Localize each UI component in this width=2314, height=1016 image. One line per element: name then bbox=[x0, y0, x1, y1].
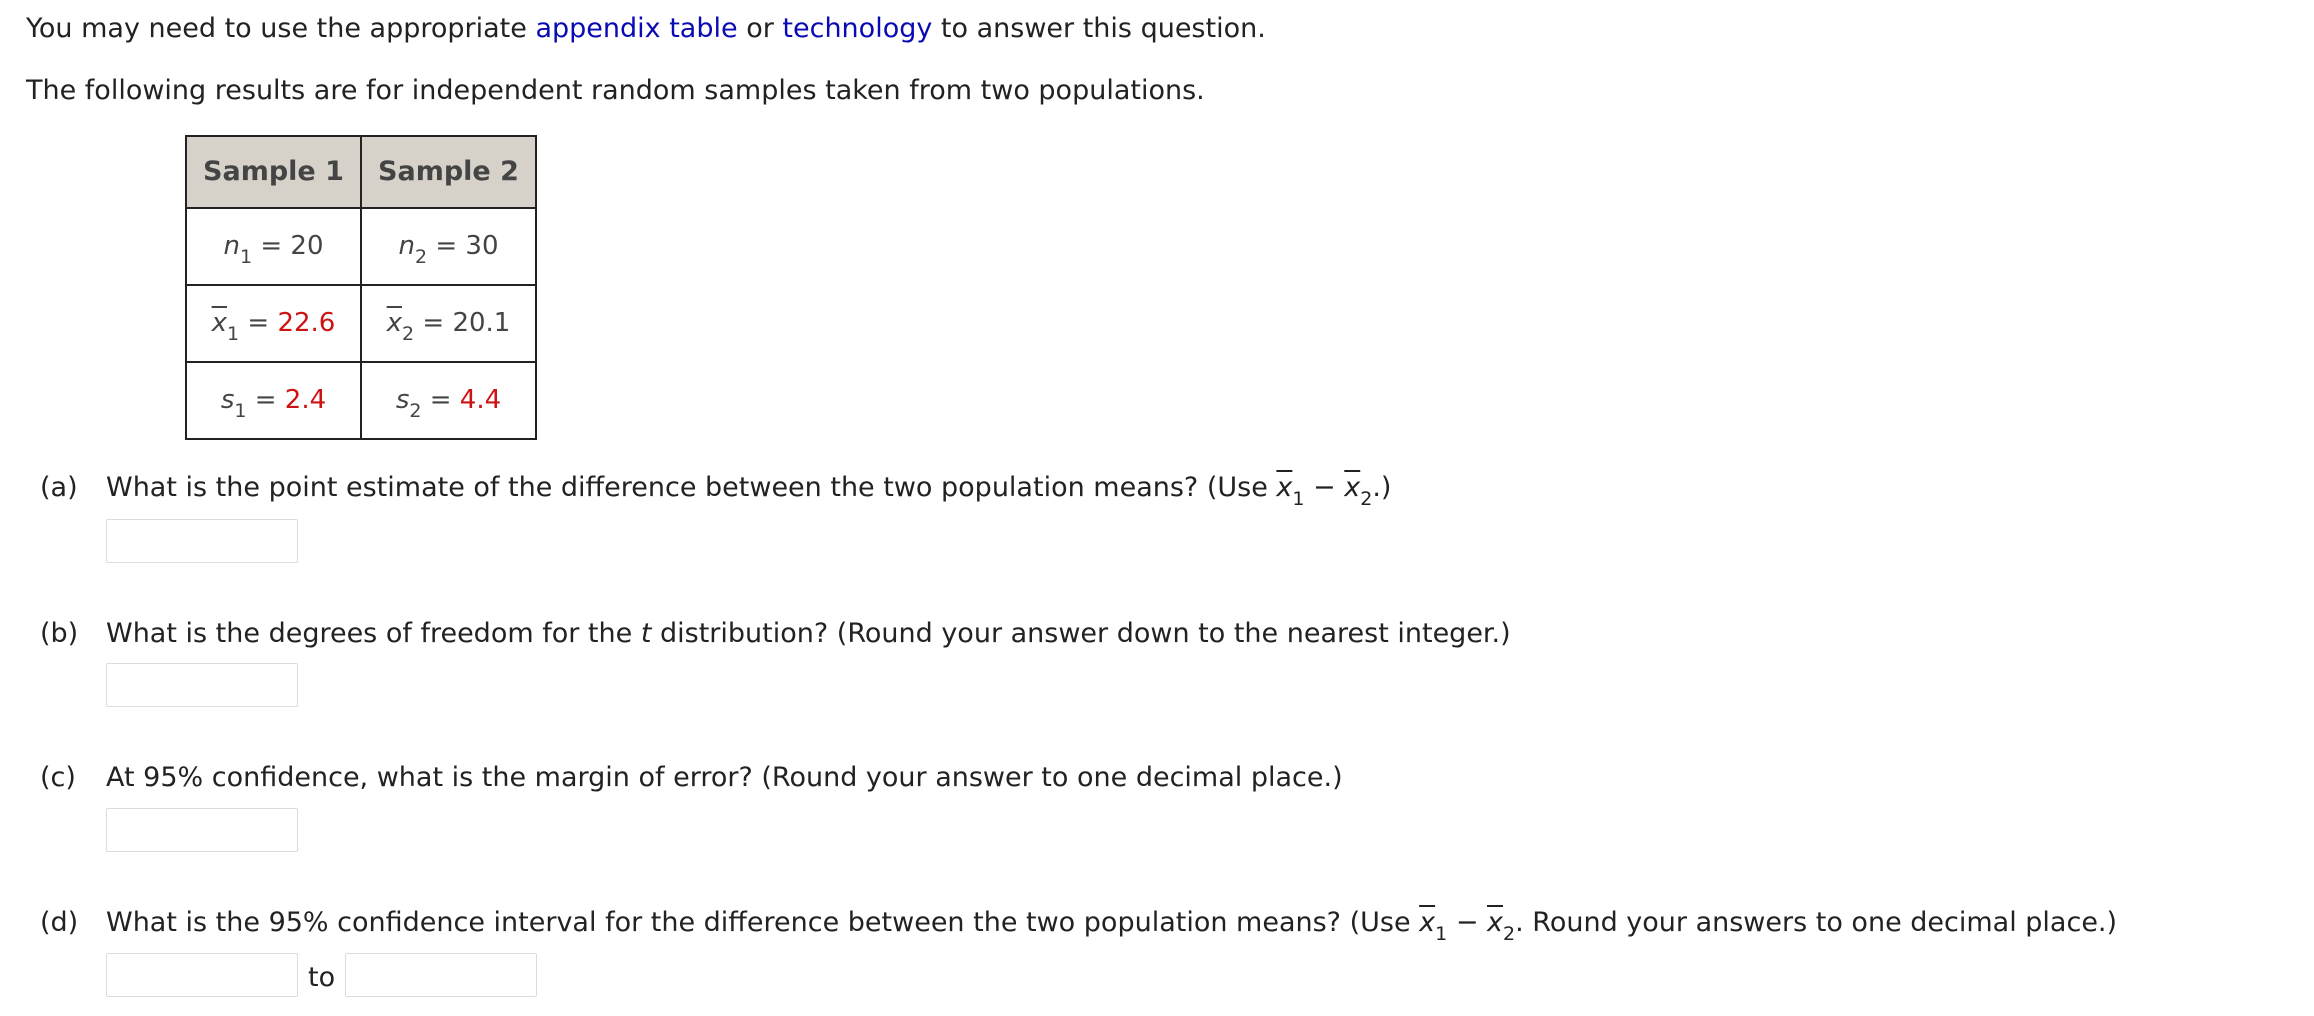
question-a-text: What is the point estimate of the difference between the two population means? (Use bbox=[106, 472, 1277, 503]
sample-1-header: Sample 1 bbox=[186, 136, 361, 208]
s1-equals: = bbox=[246, 385, 285, 416]
intro-prefix: You may need to use the appropriate bbox=[26, 13, 536, 44]
xbar2-equals: = bbox=[414, 308, 453, 339]
question-d-minus: − bbox=[1447, 907, 1488, 938]
n1-value: 20 bbox=[290, 231, 324, 262]
answer-a-input[interactable] bbox=[106, 519, 298, 563]
problem-statement: The following results are for independent random samples taken from two populations. bbox=[26, 75, 1205, 106]
xbar2-value: 20.1 bbox=[452, 308, 511, 339]
s1-symbol: s bbox=[220, 385, 235, 416]
question-b-text-post: distribution? (Round your answer down to the nearest integer.) bbox=[651, 618, 1511, 649]
intro-middle: or bbox=[737, 13, 783, 44]
question-b bbox=[40, 617, 1511, 651]
xbar1-cell bbox=[186, 285, 361, 362]
table-row bbox=[186, 362, 536, 439]
intro-suffix: to answer this question. bbox=[932, 13, 1266, 44]
appendix-table-link[interactable]: appendix table bbox=[535, 13, 738, 44]
question-d-x1: $\overline{x}$ bbox=[1419, 907, 1436, 938]
s2-value: 4.4 bbox=[459, 385, 502, 416]
samples-table bbox=[185, 135, 537, 440]
s1-value: 2.4 bbox=[284, 385, 327, 416]
question-c-text: At 95% confidence, what is the margin of error? (Round your answer to one decimal place.) bbox=[106, 762, 1343, 793]
answer-d-upper-input[interactable] bbox=[345, 953, 537, 997]
n1-subscript: 1 bbox=[239, 246, 253, 269]
n1-equals: = bbox=[252, 231, 291, 262]
n1-symbol: n bbox=[223, 231, 240, 262]
technology-link[interactable]: technology bbox=[782, 13, 933, 44]
n2-symbol: n bbox=[398, 231, 415, 262]
question-d-label: (d) bbox=[40, 907, 79, 938]
s2-symbol: s bbox=[395, 385, 410, 416]
interval-to-label: to bbox=[308, 962, 336, 993]
question-d-text: What is the 95% confidence interval for the difference between the two population means? (Use bbox=[106, 907, 1420, 938]
n2-subscript: 2 bbox=[414, 246, 428, 269]
s2-cell bbox=[361, 362, 536, 439]
question-b-label: (b) bbox=[40, 618, 79, 649]
question-d-end: . Round your answers to one decimal place.) bbox=[1515, 907, 2118, 938]
answer-b-input[interactable] bbox=[106, 663, 298, 707]
intro-line bbox=[26, 12, 1266, 46]
xbar2-subscript: 2 bbox=[402, 323, 415, 346]
s2-equals: = bbox=[421, 385, 460, 416]
n1-cell bbox=[186, 208, 361, 285]
table-header-row bbox=[186, 136, 536, 208]
n2-equals: = bbox=[427, 231, 466, 262]
answer-c-input[interactable] bbox=[106, 808, 298, 852]
n2-value: 30 bbox=[465, 231, 499, 262]
table-row bbox=[186, 208, 536, 285]
question-d-sub2: 2 bbox=[1503, 923, 1516, 945]
xbar1-subscript: 1 bbox=[227, 323, 240, 346]
question-a bbox=[40, 471, 1392, 510]
s2-subscript: 2 bbox=[409, 400, 422, 423]
question-a-sub2: 2 bbox=[1360, 488, 1373, 510]
question-d-sub1: 1 bbox=[1435, 923, 1448, 945]
question-a-x1: $\overline{x}$ bbox=[1276, 472, 1293, 503]
question-b-t: t bbox=[640, 618, 652, 649]
table-row bbox=[186, 285, 536, 362]
question-c bbox=[40, 761, 1343, 795]
xbar2-cell bbox=[361, 285, 536, 362]
xbar1-symbol: $\overline{x}$ bbox=[211, 308, 228, 339]
question-a-x2: $\overline{x}$ bbox=[1344, 472, 1361, 503]
s1-cell bbox=[186, 362, 361, 439]
question-b-text-pre: What is the degrees of freedom for the bbox=[106, 618, 641, 649]
question-a-minus: − bbox=[1304, 472, 1345, 503]
question-a-label: (a) bbox=[40, 472, 78, 503]
question-d bbox=[40, 906, 2118, 945]
xbar1-equals: = bbox=[239, 308, 278, 339]
question-a-sub1: 1 bbox=[1292, 488, 1305, 510]
question-c-label: (c) bbox=[40, 762, 76, 793]
question-d-x2: $\overline{x}$ bbox=[1487, 907, 1504, 938]
n2-cell bbox=[361, 208, 536, 285]
s1-subscript: 1 bbox=[234, 400, 247, 423]
question-a-end: .) bbox=[1372, 472, 1392, 503]
xbar1-value: 22.6 bbox=[277, 308, 336, 339]
answer-d-lower-input[interactable] bbox=[106, 953, 298, 997]
xbar2-symbol: $\overline{x}$ bbox=[386, 308, 403, 339]
sample-2-header: Sample 2 bbox=[361, 136, 536, 208]
